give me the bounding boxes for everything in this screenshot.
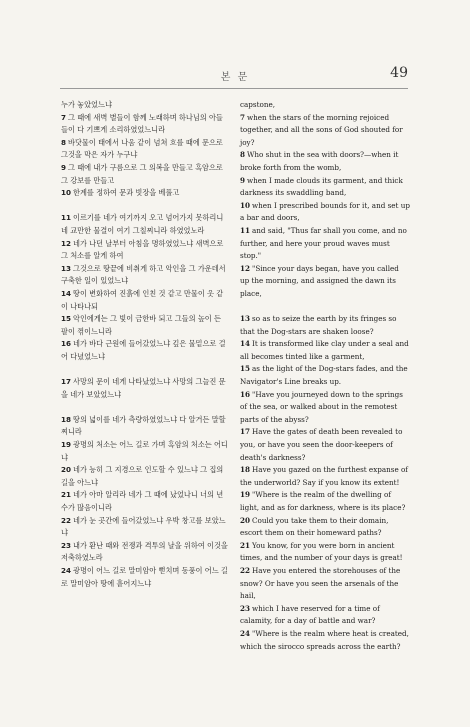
verse-text: 누가 놓았었느냐 [61, 100, 112, 109]
verse [61, 99, 229, 112]
verse [61, 565, 229, 590]
verse [240, 149, 410, 174]
page-number: 49 [390, 65, 408, 81]
verse [240, 426, 410, 464]
verse-number: 7 [61, 112, 67, 122]
verse-number: 7 [240, 112, 246, 122]
verse-text: 내가 환난 때와 전쟁과 격투의 날을 위하여 이것을 저축하였노라 [61, 540, 228, 563]
verse-number: 13 [240, 314, 251, 324]
stanza-gap [61, 363, 229, 376]
verse-number: 23 [240, 603, 251, 613]
verse-text: You know, for you were born in ancient times, and the number of your days is great! [240, 540, 403, 563]
verse [61, 212, 229, 237]
stanza-gap [240, 301, 410, 314]
verse-text: when I made clouds its garment, and thick darkness its swaddling band, [240, 175, 403, 198]
verse-number: 9 [61, 162, 67, 172]
verse-number: 17 [61, 377, 72, 387]
page-header [0, 65, 470, 84]
verse-text: as the light of the Dog-stars fades, and the Navigator's Line breaks up. [240, 364, 408, 387]
verse-number: 18 [240, 465, 251, 475]
verse-text: "Where is the realm of the dwelling of light, and as for darkness, where is its place? [240, 490, 406, 512]
verse [61, 313, 229, 338]
verse-text: 그것으로 땅끝에 비취게 하고 악인을 그 가운데서 구축한 일이 있었느냐 [61, 263, 226, 286]
verse-number: 15 [61, 314, 72, 324]
english-column [240, 99, 410, 653]
verse [240, 99, 410, 112]
verse [61, 414, 229, 439]
running-title: 본 문 [220, 72, 250, 83]
verse-text: 악인에게는 그 빛이 금한바 되고 그들의 높이 든 팔이 꺾이느니라 [61, 314, 221, 336]
verse [240, 338, 410, 363]
verse [61, 112, 229, 137]
stanza-gap [61, 200, 229, 213]
verse-text: and said, "Thus far shall you come, and no further, and here your proud waves must stop." [240, 225, 407, 261]
verse-number: 19 [61, 440, 72, 450]
verse-text: Have the gates of death been revealed to you, or have you seen the door-keepers of death's darkness? [240, 427, 403, 462]
verse-text: 광명의 처소는 어느 길로 가며 흑암의 처소는 어디냐 [61, 440, 228, 462]
verse-text: "Where is the realm where heat is created, which the sirocco spreads across the earth? [240, 628, 409, 651]
verse [240, 603, 410, 628]
verse-number: 11 [240, 225, 251, 235]
korean-column [61, 99, 229, 590]
verse [61, 489, 229, 514]
verse-text: 땅이 변화하여 진흙에 인친 것 같고 만물이 옷 같이 나타나되 [61, 288, 224, 311]
verse-text: Have you entered the storehouses of the snow? Or have you seen the arsenals of the hail, [240, 565, 401, 601]
verse-number: 19 [240, 490, 251, 500]
stanza-gap [61, 401, 229, 414]
verse-number: 8 [240, 150, 246, 160]
verse-number: 15 [240, 364, 251, 374]
verse [61, 263, 229, 288]
verse [61, 187, 229, 200]
verse-text: when I prescribed bounds for it, and set up a bar and doors, [240, 200, 410, 223]
verse [61, 137, 229, 162]
verse-number: 20 [61, 465, 72, 475]
verse-number: 22 [240, 565, 251, 575]
verse [240, 389, 410, 427]
verse-text: 사망의 문이 네게 나타났었느냐 사망의 그늘진 문을 네가 보았었느냐 [61, 377, 226, 399]
verse-text: 네가 능히 그 지경으로 인도할 수 있느냐 그 집의 길을 아느냐 [61, 465, 224, 487]
verse-number: 23 [61, 540, 72, 550]
verse [240, 175, 410, 200]
verse [61, 540, 229, 565]
verse-number: 21 [240, 540, 251, 550]
verse [61, 376, 229, 401]
verse [240, 540, 410, 565]
verse-number: 11 [61, 213, 72, 223]
verse-text: 광명이 어느 길로 말미암아 뻗치며 동풍이 어느 길로 말미암아 땅에 흩어지느냐 [61, 565, 228, 588]
verse [61, 515, 229, 540]
verse [61, 238, 229, 263]
verse-text: when the stars of the morning rejoiced together, and all the sons of God shouted for joy? [240, 112, 403, 147]
verse-text: Have you gazed on the furthest expanse of the underworld? Say if you know its extent! [240, 465, 408, 487]
verse-text: 그 때에 새벽 별들이 함께 노래하며 하나님의 아들들이 다 기쁘게 소리하였었느니라 [61, 112, 223, 135]
verse [240, 565, 410, 603]
verse [61, 288, 229, 313]
verse [61, 439, 229, 464]
verse [61, 338, 229, 363]
verse-number: 14 [61, 288, 72, 298]
verse-text: 네가 나던 날부터 아침을 명하였었느냐 새벽으로 그 처소를 알게 하여 [61, 238, 224, 261]
verse-text: which I have reserved for a time of calamity, for a day of battle and war? [240, 603, 380, 626]
verse-number: 18 [61, 414, 72, 424]
verse [240, 313, 410, 338]
verse-text: 이르기를 네가 여기까지 오고 넘어가지 못하리니 네 교만한 물결이 여기 그칠찌니라 하였었노라 [61, 213, 224, 235]
verse-number: 16 [61, 339, 72, 349]
verse-number: 8 [61, 137, 67, 147]
verse-number: 12 [240, 263, 251, 273]
verse-text: so as to seize the earth by its fringes so that the Dog-stars are shaken loose? [240, 314, 397, 336]
verse [240, 112, 410, 150]
verse [240, 225, 410, 263]
verse-number: 12 [61, 238, 72, 248]
verse-text: 네가 아마 알리라 네가 그 때에 났었나니 너의 년수가 많음이니라 [61, 490, 224, 512]
verse-text: Who shut in the sea with doors?—when it broke forth from the womb, [240, 150, 399, 172]
verse-text: 땅의 넓이를 네가 측량하였었느냐 다 알거든 말할찌니라 [61, 414, 226, 437]
verse-text: 네가 바다 근원에 들어갔었느냐 깊은 물밑으로 걸어 다녔었느냐 [61, 339, 226, 361]
verse-text: It is transformed like clay under a seal and all becomes tinted like a garment, [240, 339, 409, 361]
verse [240, 200, 410, 225]
verse [61, 464, 229, 489]
verse-text: 그 때에 내가 구름으로 그 의복을 만들고 흑암으로 그 강보를 만들고 [61, 162, 223, 185]
verse [240, 489, 410, 514]
verse-text: Could you take them to their domain, escort them on their homeward paths? [240, 515, 389, 538]
verse-text: capstone, [240, 100, 275, 109]
verse-number: 13 [61, 263, 72, 273]
verse [240, 363, 410, 388]
verse-number: 9 [240, 175, 246, 185]
verse-number: 16 [240, 389, 251, 399]
header-rule [60, 88, 408, 89]
verse-number: 10 [240, 200, 251, 210]
verse [240, 263, 410, 301]
verse-text: "Have you journeyed down to the springs of the sea, or walked about in the remotest parts of the abyss? [240, 389, 403, 424]
verse-number: 22 [61, 515, 72, 525]
verse-number: 21 [61, 490, 72, 500]
verse [240, 515, 410, 540]
verse [240, 464, 410, 489]
verse-number: 10 [61, 188, 72, 198]
verse [61, 162, 229, 187]
verse-number: 20 [240, 515, 251, 525]
verse-number: 17 [240, 427, 251, 437]
verse [240, 628, 410, 653]
verse-number: 24 [240, 628, 251, 638]
verse-text: 네가 눈 곳간에 들어갔었느냐 우박 창고를 보았느냐 [61, 515, 226, 538]
verse-text: 한계를 정하여 문과 빗장을 베풀고 [73, 188, 180, 198]
verse-text: "Since your days began, have you called up the morning, and assigned the dawn its place, [240, 263, 399, 298]
verse-number: 24 [61, 565, 72, 575]
verse-text: 바닷물이 태에서 나옴 같이 넘쳐 흐를 때에 문으로 그것을 막은 자가 누구냐 [61, 137, 223, 160]
verse-number: 14 [240, 339, 251, 349]
